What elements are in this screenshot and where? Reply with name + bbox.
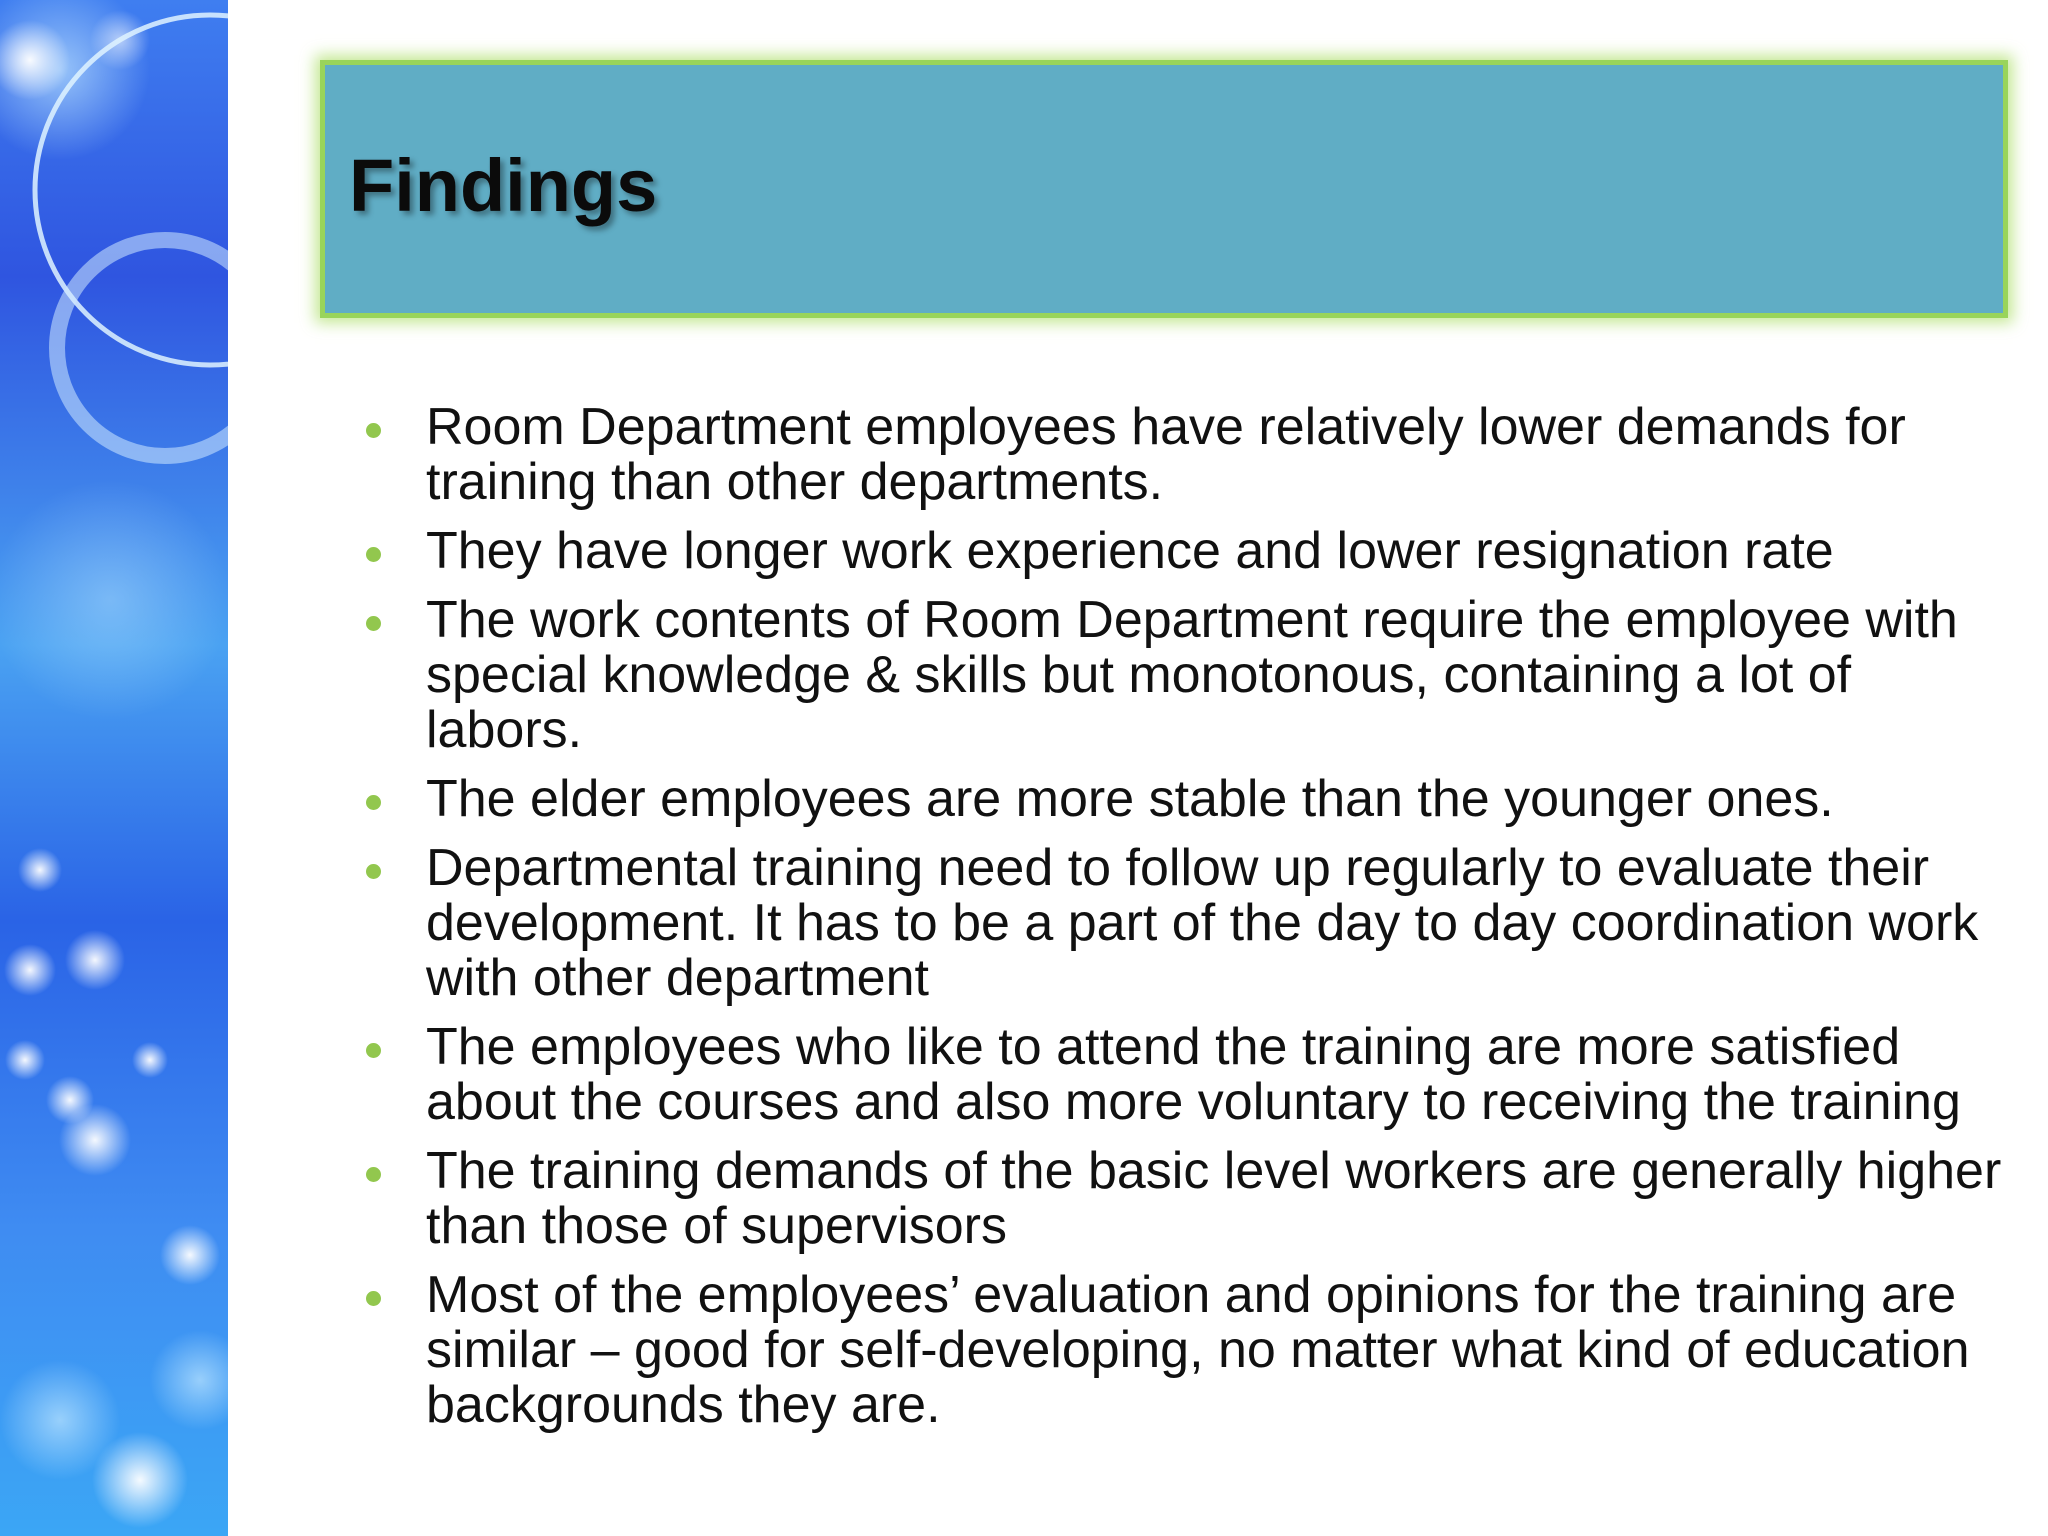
bullet-dot-icon	[366, 795, 381, 810]
list-item	[362, 1268, 2002, 1433]
title-box	[320, 60, 2008, 318]
list-item-text: Room Department employees have relatively lower demands for training than other departments.	[426, 398, 1906, 511]
list-item	[362, 1144, 2002, 1254]
list-item	[362, 593, 2002, 758]
list-item	[362, 841, 2002, 1006]
list-item-text: The work contents of Room Department require the employee with special knowledge & skills but monotonous, containing a lot of labors.	[426, 591, 1958, 759]
list-item	[362, 400, 2002, 510]
list-item	[362, 772, 2002, 827]
decorative-side-panel	[0, 0, 228, 1536]
list-item	[362, 1020, 2002, 1130]
bullet-dot-icon	[366, 1043, 381, 1058]
list-item-text: The training demands of the basic level workers are generally higher than those of supervisors	[426, 1142, 2002, 1255]
list-item-text: Departmental training need to follow up regularly to evaluate their development. It has to be a part of the day to day coordination work with other department	[426, 839, 1979, 1007]
bullet-dot-icon	[366, 1291, 381, 1306]
bullet-dot-icon	[366, 1167, 381, 1182]
list-item	[362, 524, 2002, 579]
slide-title: Findings	[349, 144, 658, 227]
list-item-text: The elder employees are more stable than the younger ones.	[426, 770, 1834, 828]
bokeh-decoration	[0, 0, 228, 1536]
list-item-text: They have longer work experience and lower resignation rate	[426, 522, 1834, 580]
bullet-dot-icon	[366, 423, 381, 438]
list-item-text: Most of the employees’ evaluation and opinions for the training are similar – good for self-developing, no matter what kind of education backgrounds they are.	[426, 1266, 1970, 1434]
bullet-dot-icon	[366, 547, 381, 562]
list-item-text: The employees who like to attend the training are more satisfied about the courses and also more voluntary to receiving the training	[426, 1018, 1961, 1131]
bullet-dot-icon	[366, 616, 381, 631]
bullet-dot-icon	[366, 864, 381, 879]
findings-list	[362, 400, 2002, 1447]
